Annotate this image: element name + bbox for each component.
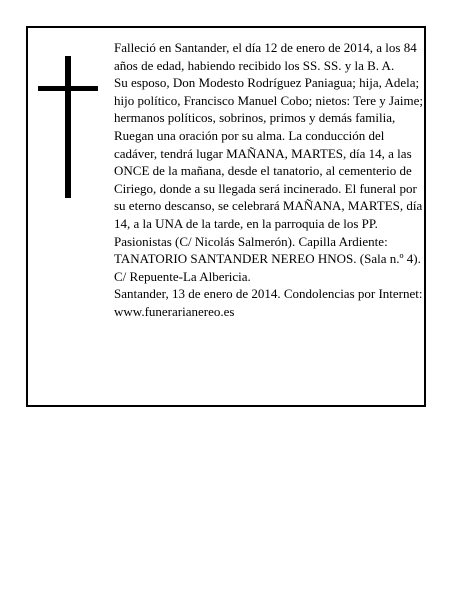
family-list: Su esposo, Don Modesto Rodríguez Paniagua; hija, Adela; hijo político, Francisco Manuel Cobo; nietos: Tere y Jaime; hermanos políticos, sobrinos, primos y demás familia, xyxy=(114,75,423,126)
cross-horizontal-bar xyxy=(38,86,98,91)
cross-vertical-bar xyxy=(65,56,71,198)
death-announcement: Falleció en Santander, el día 12 de enero de 2014, a los 84 años de edad, habiendo recibido los SS. SS. y la B. A. xyxy=(114,40,417,73)
latin-cross-icon xyxy=(38,56,98,198)
funeral-details: Ruegan una oración por su alma. La conducción del cadáver, tendrá lugar MAÑANA, MARTES, día 14, a las ONCE de la mañana, desde el tanatorio, al cementerio de Ciriego, donde a su llegada será incinerado. El funeral por su eterno descanso, se celebrará MAÑANA, MARTES, día 14, a la UNA de la tarde, en la parroquia de los PP. Pasionistas (C/ Nicolás Salmerón). Capilla Ardiente: TANATORIO SANTANDER NEREO HNOS. (Sala n.º 4). C/ Repuente-La Albericia. xyxy=(114,127,423,284)
obituary-notice xyxy=(26,26,426,407)
obituary-text xyxy=(114,39,424,321)
date-and-condolences: Santander, 13 de enero de 2014. Condolencias por Internet: www.funerarianereo.es xyxy=(114,286,423,319)
